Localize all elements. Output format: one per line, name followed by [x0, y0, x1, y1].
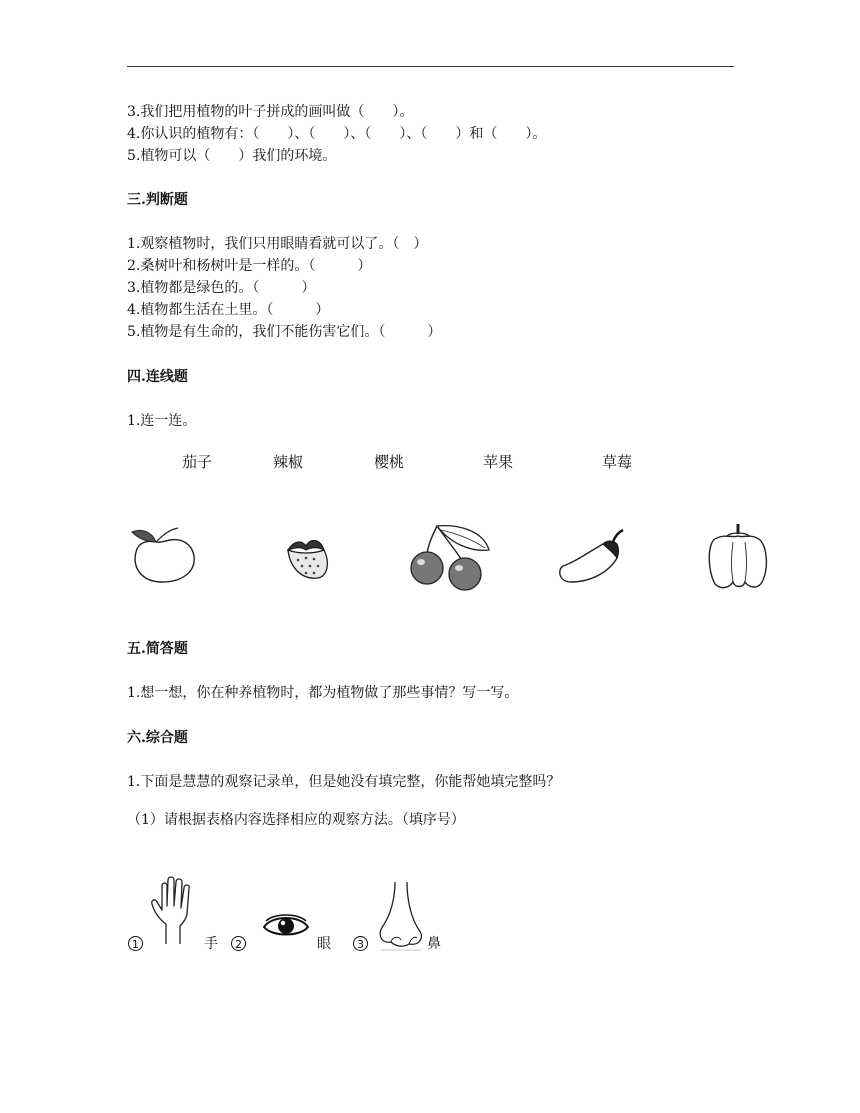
method-label-hand: 手: [204, 936, 218, 952]
comprehensive-question: 1.下面是慧慧的观察记录单，但是她没有填完整，你能帮她填完整吗？: [127, 774, 561, 790]
judgement-item-4: 4.植物都生活在土里。（ ）: [127, 302, 330, 318]
label-strawberry: 草莓: [602, 453, 633, 471]
comprehensive-sub-question: （1）请根据表格内容选择相应的观察方法。（填序号）: [127, 812, 465, 828]
matching-heading: 四.连线题: [127, 369, 188, 385]
label-eggplant: 茄子: [182, 453, 213, 471]
eggplant-icon: [555, 528, 631, 586]
eye-icon: [262, 913, 310, 941]
judgement-item-3: 3.植物都是绿色的。（ ）: [127, 280, 316, 296]
method-label-nose: 鼻: [427, 936, 441, 952]
method-number-1: 1: [128, 936, 143, 951]
method-number-3: 3: [353, 936, 368, 951]
comprehensive-heading: 六.综合题: [127, 730, 188, 746]
short-answer-heading: 五.简答题: [127, 641, 188, 657]
strawberry-icon: [284, 536, 330, 582]
judgement-item-1: 1.观察植物时，我们只用眼睛看就可以了。（ ）: [127, 236, 428, 252]
matching-question: 1.连一连。: [127, 413, 197, 429]
blank-question-3: 3.我们把用植物的叶子拼成的画叫做（ ）。: [127, 104, 414, 120]
pepper-icon: [705, 520, 771, 592]
judgement-item-2: 2.桑树叶和杨树叶是一样的。（ ）: [127, 258, 372, 274]
nose-icon: [377, 880, 427, 952]
label-apple: 苹果: [483, 453, 514, 471]
header-rule: [127, 66, 734, 67]
hand-icon: [150, 876, 198, 946]
method-number-2: 2: [231, 936, 246, 951]
blank-question-4: 4.你认识的植物有：（ ）、（ ）、（ ）、（ ）和（ ）。: [127, 126, 547, 142]
label-pepper: 辣椒: [273, 453, 304, 471]
cherry-icon: [407, 522, 493, 592]
apple-icon: [126, 524, 202, 586]
method-label-eye: 眼: [317, 936, 331, 952]
judgement-heading: 三.判断题: [127, 192, 188, 208]
blank-question-5: 5.植物可以（ ）我们的环境。: [127, 148, 337, 164]
judgement-item-5: 5.植物是有生命的，我们不能伤害它们。（ ）: [127, 324, 442, 340]
short-answer-question: 1.想一想，你在种养植物时，都为植物做了那些事情？写一写。: [127, 685, 519, 701]
label-cherry: 樱桃: [374, 453, 405, 471]
